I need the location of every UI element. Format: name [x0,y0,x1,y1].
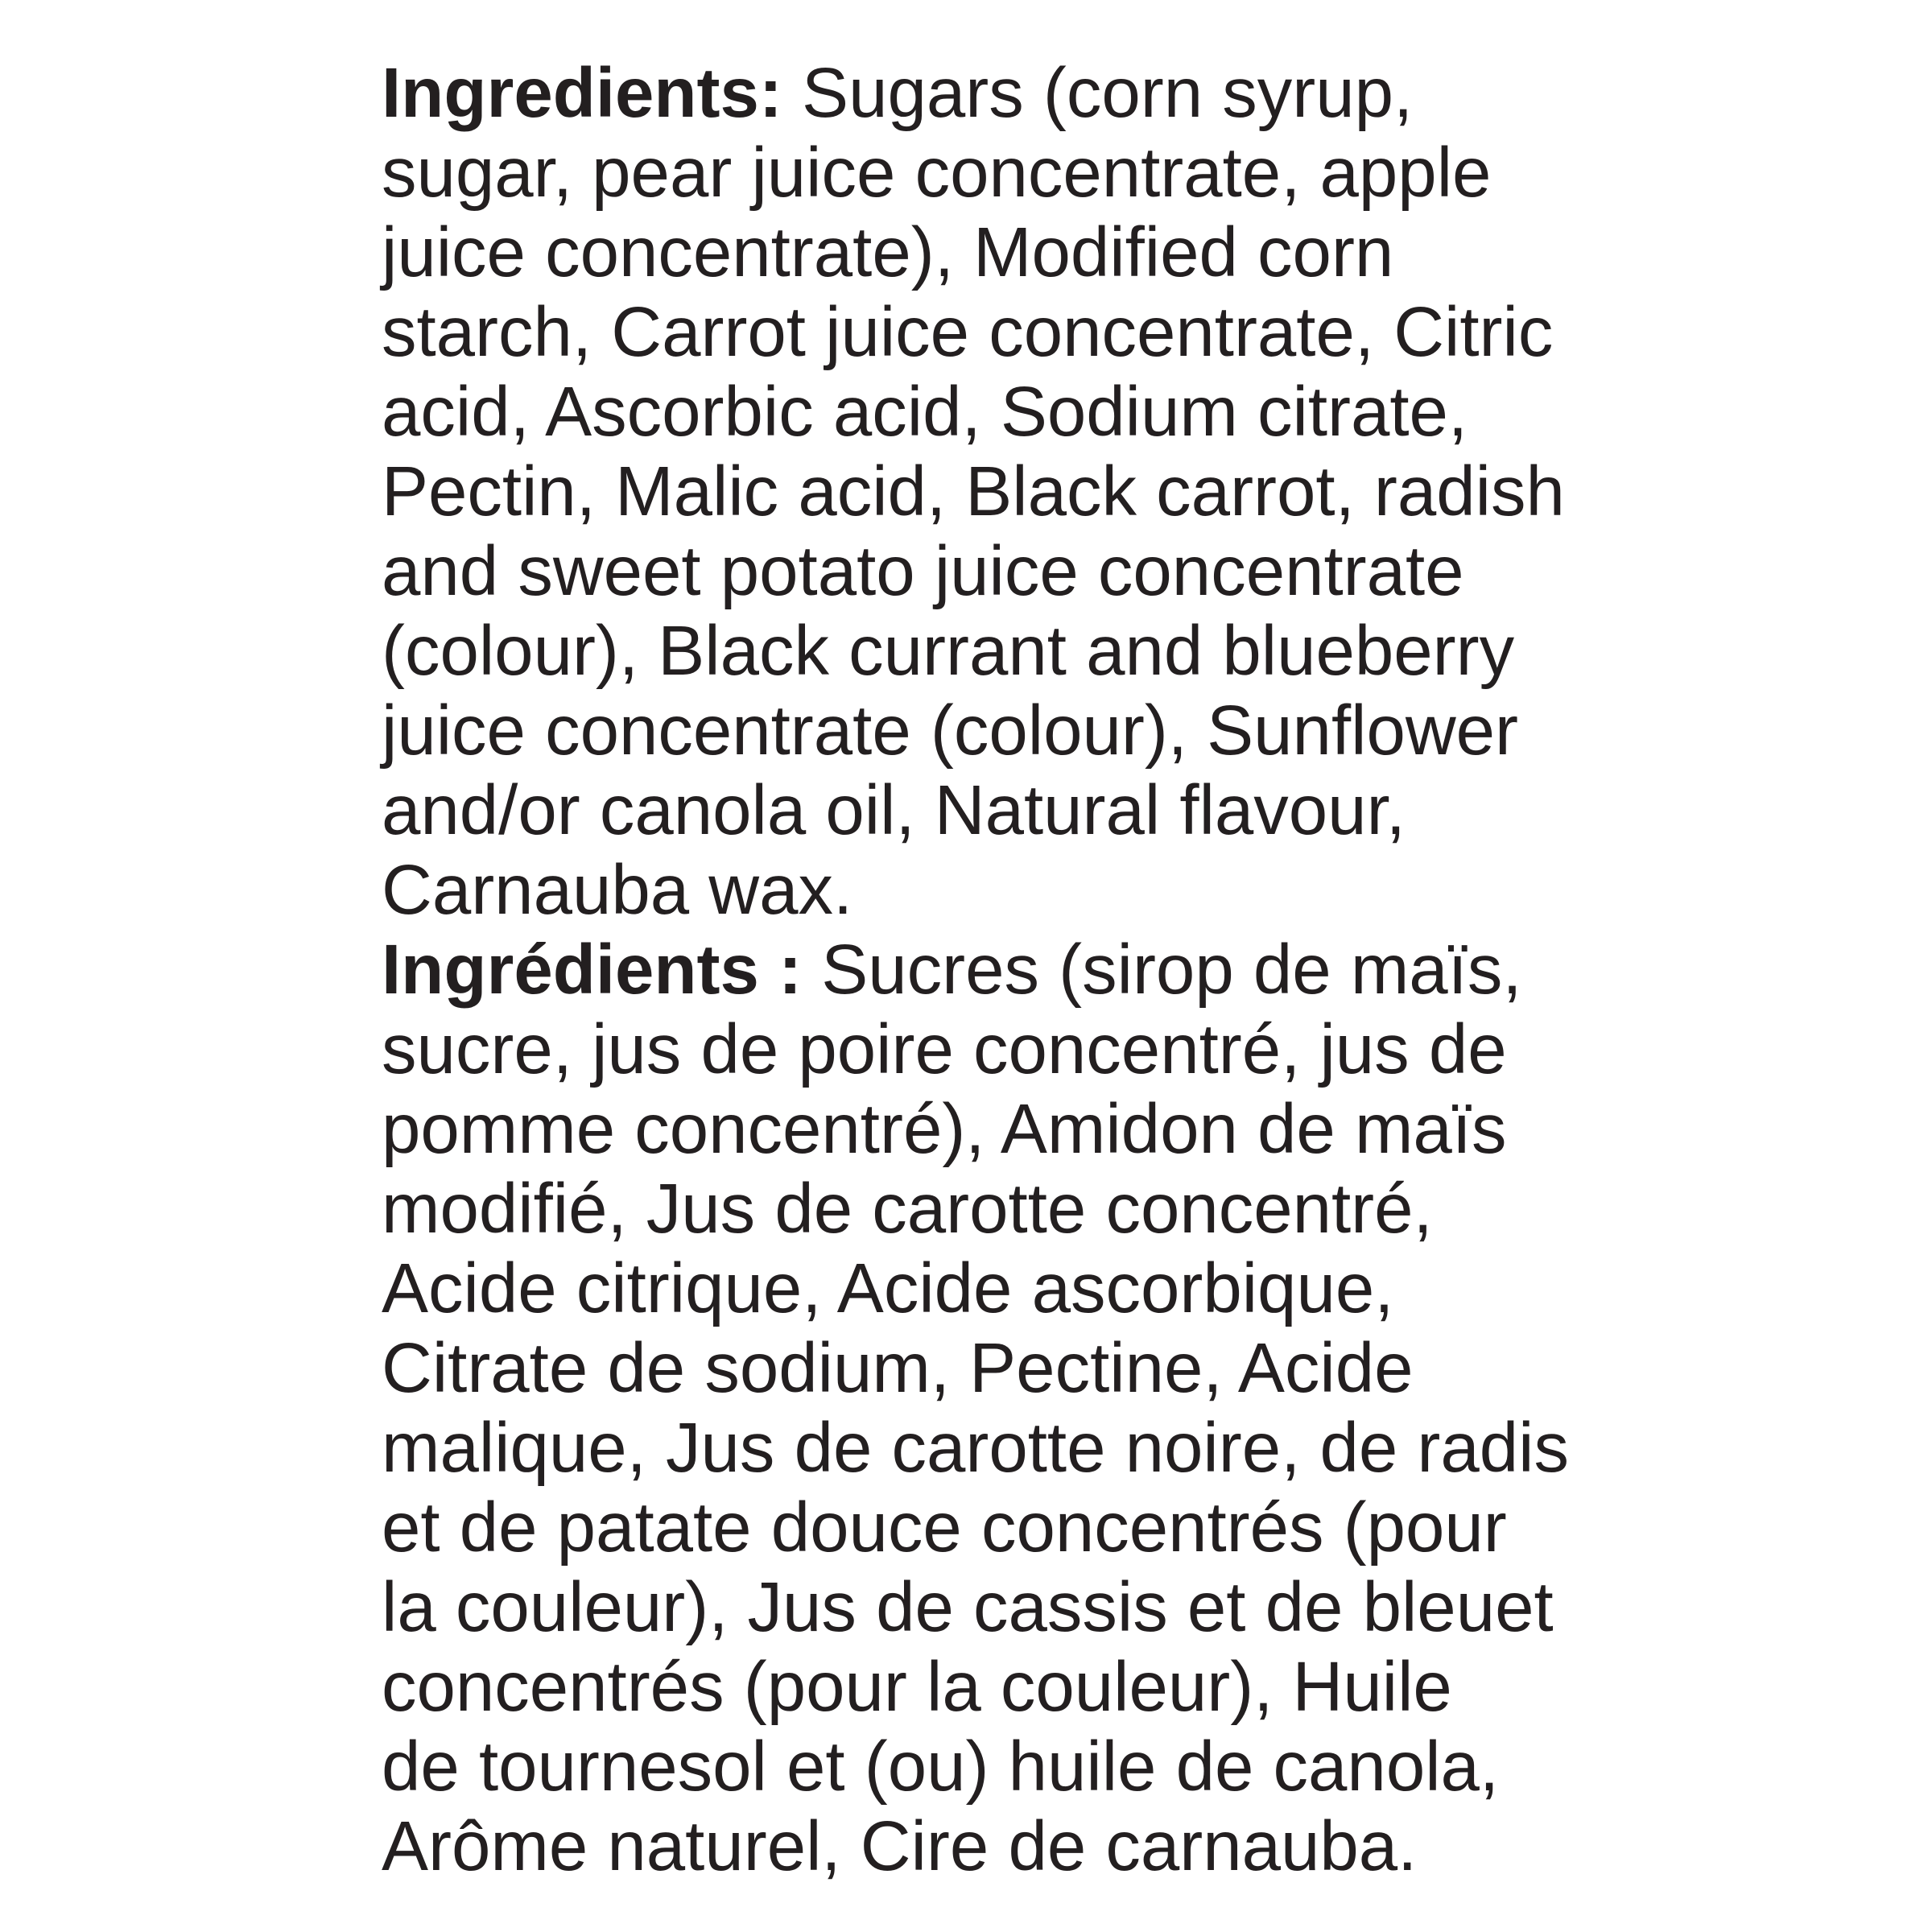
french-heading: Ingrédients : [382,931,803,1009]
ingredients-line: sugar, pear juice concentrate, apple [382,134,1492,212]
ingredients-line: Pectin, Malic acid, Black carrot, radish [382,452,1565,530]
ingredients-line: la couleur), Jus de cassis et de bleuet [382,1568,1554,1646]
ingredients-line: and/or canola oil, Natural flavour, [382,771,1406,849]
ingredients-line: modifié, Jus de carotte concentré, [382,1170,1433,1248]
english-first-line-text: Sugars (corn syrup, [782,54,1414,132]
ingredients-line: Acide citrique, Acide ascorbique, [382,1249,1394,1327]
ingredients-label [382,53,1637,1886]
ingredients-line: pomme concentré), Amidon de maïs [382,1090,1507,1168]
ingredients-line: Carnauba wax. [382,851,853,929]
english-ingredients [382,53,1637,930]
ingredients-line: juice concentrate), Modified corn [382,213,1394,291]
ingredients-line: and sweet potato juice concentrate [382,532,1464,610]
ingredients-line: et de patate douce concentrés (pour [382,1488,1507,1567]
ingredients-line: acid, Ascorbic acid, Sodium citrate, [382,373,1468,451]
ingredients-line: (colour), Black currant and blueberry [382,612,1515,690]
french-first-line-text: Sucres (sirop de maïs, [802,931,1522,1009]
english-heading: Ingredients: [382,54,782,132]
ingredients-line [382,53,1637,133]
ingredients-line [382,930,1637,1009]
ingredients-line: Citrate de sodium, Pectine, Acide [382,1329,1414,1407]
ingredients-line: malique, Jus de carotte noire, de radis [382,1409,1569,1487]
ingredients-line: juice concentrate (colour), Sunflower [382,691,1519,770]
ingredients-line: sucre, jus de poire concentré, jus de [382,1010,1507,1088]
ingredients-line: concentrés (pour la couleur), Huile [382,1648,1452,1726]
ingredients-line: de tournesol et (ou) huile de canola, [382,1728,1500,1806]
french-ingredients [382,930,1637,1886]
ingredients-line: starch, Carrot juice concentrate, Citric [382,293,1554,371]
ingredients-line: Arôme naturel, Cire de carnauba. [382,1807,1418,1885]
